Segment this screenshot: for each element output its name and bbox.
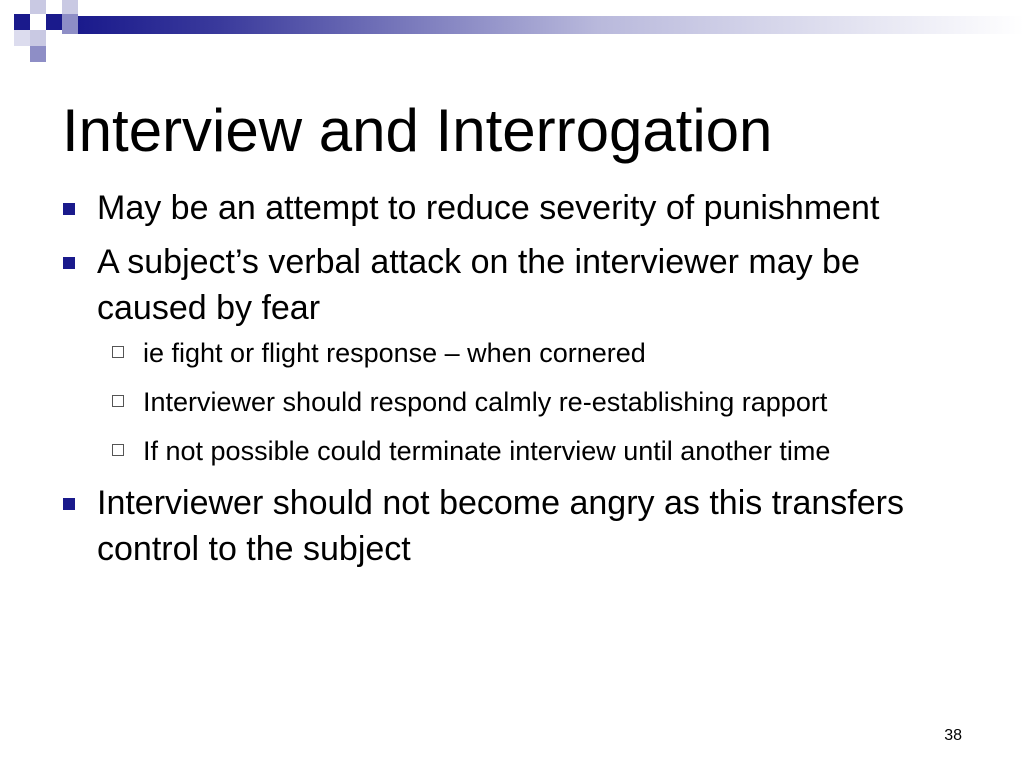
hollow-square-bullet-icon xyxy=(112,395,124,407)
header-square-6 xyxy=(30,30,46,46)
sub-bullet-item xyxy=(97,333,962,373)
header-square-1 xyxy=(14,14,30,30)
bullet-text: A subject’s verbal attack on the interviewer may be caused by fear xyxy=(97,243,860,327)
square-bullet-icon xyxy=(63,257,75,269)
square-bullet-icon xyxy=(63,498,75,510)
header-decoration xyxy=(0,0,1024,64)
sub-bullet-list xyxy=(97,333,962,471)
bullet-text: May be an attempt to reduce severity of punishment xyxy=(97,189,880,227)
sub-bullet-text: Interviewer should respond calmly re-establishing rapport xyxy=(143,387,828,417)
sub-bullet-item xyxy=(97,382,962,422)
bullet-text: Interviewer should not become angry as this transfers control to the subject xyxy=(97,484,904,568)
header-square-2 xyxy=(30,0,46,14)
bullet-item xyxy=(62,185,962,231)
header-square-5 xyxy=(62,14,78,34)
header-gradient-bar xyxy=(0,0,1024,64)
header-square-8 xyxy=(30,46,46,62)
bullet-item xyxy=(62,239,962,471)
header-square-7 xyxy=(14,30,30,46)
square-bullet-icon xyxy=(63,203,75,215)
slide-title: Interview and Interrogation xyxy=(62,97,773,164)
bullet-item xyxy=(62,480,962,572)
header-square-3 xyxy=(46,14,62,30)
page-number: 38 xyxy=(944,727,962,744)
sub-bullet-item xyxy=(97,431,962,471)
bullet-list xyxy=(62,185,962,580)
hollow-square-bullet-icon xyxy=(112,444,124,456)
header-square-4 xyxy=(62,0,78,14)
sub-bullet-text: If not possible could terminate interview until another time xyxy=(143,436,831,466)
hollow-square-bullet-icon xyxy=(112,346,124,358)
sub-bullet-text: ie fight or flight response – when cornered xyxy=(143,338,646,368)
